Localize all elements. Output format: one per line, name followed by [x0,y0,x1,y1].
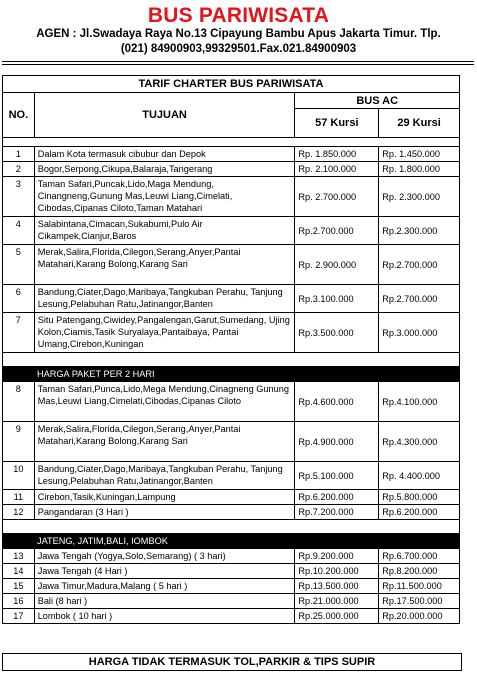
header-row [3,93,460,109]
table-row [3,564,460,579]
row-no: 16 [3,594,35,609]
row-tujuan: Taman Safari,Punca,Lido,Mega Mendung,Cinagneng Gunung Mas,Leuwi Liang,Cimelati,Cibodas,Cipanas Ciloto [34,382,295,422]
table-row [3,490,460,505]
row-no: 5 [3,245,35,285]
row-price-57: Rp.13.500.000 [295,579,379,594]
table-row [3,162,460,177]
spacer-row [3,520,460,534]
row-price-57: Rp.10.200.000 [295,564,379,579]
table-row [3,422,460,462]
row-no: 1 [3,147,35,162]
row-tujuan: Bandung,Ciater,Dago,Maribaya,Tangkuban Perahu, Tanjung Lesung,Pelabuhan Ratu,Jatinangor,Banten [34,462,295,490]
row-price-29: Rp.8.200.000 [379,564,460,579]
row-no: 17 [3,609,35,624]
row-price-57: Rp.21.000.000 [295,594,379,609]
row-no: 9 [3,422,35,462]
row-price-57: Rp.9.200.000 [295,549,379,564]
page-title: BUS PARIWISATA [147,4,330,27]
row-price-57: Rp.7.200.000 [295,505,379,520]
table-row [3,549,460,564]
table-row [3,217,460,245]
table-row [3,245,460,285]
table-row [3,147,460,162]
col-29-header: 29 Kursi [379,109,460,138]
row-tujuan: Merak,Salira,Florida,Cilegon,Serang,Anyer,Pantai Matahari,Karang Bolong,Karang Sari [34,245,295,285]
row-price-57: Rp.5.100.000 [295,462,379,490]
row-price-57: Rp. 2.100.000 [295,162,379,177]
row-price-29: Rp.3.000.000 [379,313,460,353]
row-price-29: Rp.20.000.000 [379,609,460,624]
row-tujuan: Merak,Salira,Florida,Cilegon,Serang,Anyer,Pantai Matahari,Karang Bolong,Karang Sari [34,422,295,462]
row-price-29: Rp.2.700.000 [379,245,460,285]
row-price-29: Rp.11.500.000 [379,579,460,594]
divider [2,61,474,62]
col-bus-header: BUS AC [295,93,460,109]
table-row [3,505,460,520]
row-price-57: Rp. 2.700.000 [295,177,379,217]
row-price-57: Rp.3.100.000 [295,285,379,313]
row-price-29: Rp.2.300.000 [379,217,460,245]
row-tujuan: Salabintana,Cimacan,Sukabumi,Pulo Air Cikampek,Cianjur,Baros [34,217,295,245]
row-price-29: Rp.5.800.000 [379,490,460,505]
agent-line-1: AGEN : Jl.Swadaya Raya No.13 Cipayung Bambu Apus Jakarta Timur. Tlp. [36,28,441,40]
row-tujuan: Pangandaran (3 Hari ) [34,505,295,520]
spacer-row [3,138,460,147]
divider [2,64,474,65]
row-no: 6 [3,285,35,313]
table-row [3,313,460,353]
table-row [3,594,460,609]
table-title-row [3,76,460,93]
row-tujuan: Jawa Tengah (4 Hari ) [34,564,295,579]
row-no: 2 [3,162,35,177]
footer-note: HARGA TIDAK TERMASUK TOL,PARKIR & TIPS SUPIR [2,653,462,671]
row-no: 13 [3,549,35,564]
section-header: JATENG, JATIM,BALI, IOMBOK [3,534,460,549]
row-price-57: Rp.2.700.000 [295,217,379,245]
table-title: TARIF CHARTER BUS PARIWISATA [3,76,460,93]
row-price-57: Rp.4.900.000 [295,422,379,462]
row-price-29: Rp. 2.300.000 [379,177,460,217]
row-no: 10 [3,462,35,490]
row-price-57: Rp.3.500.000 [295,313,379,353]
row-tujuan: Cirebon,Tasik,Kuningan,Lampung [34,490,295,505]
spacer-row [3,353,460,367]
table-row [3,462,460,490]
table-row [3,609,460,624]
row-price-57: Rp. 2.900.000 [295,245,379,285]
row-price-29: Rp.17.500.000 [379,594,460,609]
row-price-29: Rp.4.100.000 [379,382,460,422]
row-no: 4 [3,217,35,245]
row-no: 3 [3,177,35,217]
row-price-29: Rp.6.700.000 [379,549,460,564]
row-no: 8 [3,382,35,422]
row-price-29: Rp. 1.800.000 [379,162,460,177]
row-tujuan: Dalam Kota termasuk cibubur dan Depok [34,147,295,162]
row-price-29: Rp. 1.450.000 [379,147,460,162]
section-header: HARGA PAKET PER 2 HARI [3,367,460,382]
row-tujuan: Bali (8 hari ) [34,594,295,609]
table-row [3,177,460,217]
table-row [3,579,460,594]
tariff-table [2,75,460,624]
row-tujuan: Bandung,Ciater,Dago,Maribaya,Tangkuban Perahu, Tanjung Lesung,Pelabuhan Ratu,Jatinangor,Banten [34,285,295,313]
table-row [3,382,460,422]
col-no-header: NO. [3,93,35,138]
row-price-29: Rp.2.700.000 [379,285,460,313]
col-tujuan-header: TUJUAN [34,93,295,138]
row-tujuan: Jawa Tengah (Yogya,Solo,Semarang) ( 3 hari) [34,549,295,564]
row-no: 15 [3,579,35,594]
row-price-29: Rp. 4.400.000 [379,462,460,490]
section-header-row [3,534,460,549]
row-no: 11 [3,490,35,505]
section-header-row [3,367,460,382]
row-tujuan: Situ Patengang,Ciwidey,Pangalengan,Garut,Sumedang, Ujing Kolon,Ciamis,Tasik Suryalaya,Pantaibaya, Pantai Umang,Cirebon,Kuningan [34,313,295,353]
row-tujuan: Jawa Timur,Madura,Malang ( 5 hari ) [34,579,295,594]
row-price-57: Rp.4.600.000 [295,382,379,422]
row-tujuan: Bogor,Serpong,Cikupa,Balaraja,Tangerang [34,162,295,177]
row-tujuan: Taman Safari,Puncak,Lido,Maga Mendung, Cinangneng,Gunung Mas,Leuwi Liang,Cimelati, Cibodas,Cipanas Ciloto,Taman Matahari [34,177,295,217]
row-no: 7 [3,313,35,353]
row-price-29: Rp.4.300.000 [379,422,460,462]
table-row [3,285,460,313]
row-tujuan: Lombok ( 10 hari ) [34,609,295,624]
row-no: 12 [3,505,35,520]
row-price-57: Rp.25.000.000 [295,609,379,624]
row-price-57: Rp.6.200.000 [295,490,379,505]
row-price-57: Rp. 1.850.000 [295,147,379,162]
row-price-29: Rp.6.200.000 [379,505,460,520]
row-no: 14 [3,564,35,579]
agent-line-2: (021) 84900903,99329501.Fax.021.84900903 [120,43,357,55]
agent-address [0,27,477,57]
col-57-header: 57 Kursi [295,109,379,138]
